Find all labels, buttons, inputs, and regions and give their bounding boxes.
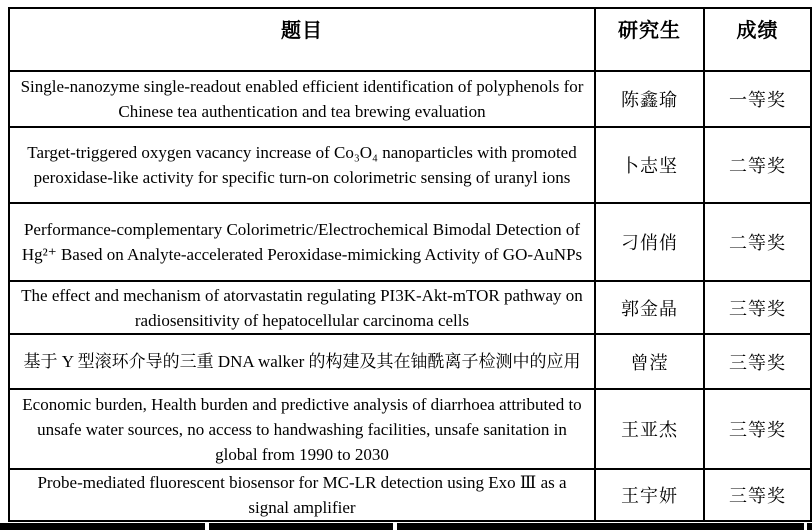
- grade-cell: 三等奖: [704, 281, 811, 334]
- thesis-title-cell: The effect and mechanism of atorvastatin regulating PI3K-Akt-mTOR pathway on radiosensitivity of hepatocellular carcinoma cells: [9, 281, 595, 334]
- table-row: [9, 389, 811, 469]
- grade-cell: 三等奖: [704, 334, 811, 389]
- thesis-title-cell: Single-nanozyme single-readout enabled efficient identification of polyphenols for Chinese tea authentication and tea brewing evaluation: [9, 71, 595, 127]
- grade-cell: 一等奖: [704, 71, 811, 127]
- student-name-cell: 王亚杰: [595, 389, 704, 469]
- thesis-title-cell: Target-triggered oxygen vacancy increase of Co₃O₄ nanoparticles with promoted peroxidase-like activity for specific turn-on colorimetric sensing of uranyl ions: [9, 127, 595, 203]
- table-row: [9, 334, 811, 389]
- grade-cell: 三等奖: [704, 469, 811, 521]
- table-row: [9, 71, 811, 127]
- header-cell-student: 研究生: [595, 8, 704, 71]
- thesis-title-cell: 基于 Y 型滚环介导的三重 DNA walker 的构建及其在铀酰离子检测中的应用: [9, 334, 595, 389]
- header-row: [9, 8, 811, 71]
- student-name-cell: 卜志坚: [595, 127, 704, 203]
- awards-table: [8, 7, 812, 522]
- header-cell-title: 题目: [9, 8, 595, 71]
- grade-cell: 三等奖: [704, 389, 811, 469]
- student-name-cell: 刁俏俏: [595, 203, 704, 281]
- thesis-title-cell: Probe-mediated fluorescent biosensor for MC-LR detection using Exo Ⅲ as a signal amplifier: [9, 469, 595, 521]
- student-name-cell: 陈鑫瑜: [595, 71, 704, 127]
- table-row: [9, 203, 811, 281]
- grade-cell: 二等奖: [704, 127, 811, 203]
- thesis-title-cell: Performance-complementary Colorimetric/Electrochemical Bimodal Detection of Hg²⁺ Based on Analyte-accelerated Peroxidase-mimicking Activity of GO-AuNPs: [9, 203, 595, 281]
- table-row: [9, 281, 811, 334]
- grade-cell: 二等奖: [704, 203, 811, 281]
- table-row: [9, 469, 811, 521]
- border-gap: [393, 523, 397, 530]
- border-gap: [804, 523, 807, 530]
- student-name-cell: 郭金晶: [595, 281, 704, 334]
- header-cell-grade: 成绩: [704, 8, 811, 71]
- cutoff-next-table-border: [0, 523, 812, 530]
- border-gap: [205, 523, 209, 530]
- student-name-cell: 王宇妍: [595, 469, 704, 521]
- student-name-cell: 曾滢: [595, 334, 704, 389]
- table-row: [9, 127, 811, 203]
- thesis-title-cell: Economic burden, Health burden and predictive analysis of diarrhoea attributed to unsafe water sources, no access to handwashing facilities, unsafe sanitation in global from 1990 to 2030: [9, 389, 595, 469]
